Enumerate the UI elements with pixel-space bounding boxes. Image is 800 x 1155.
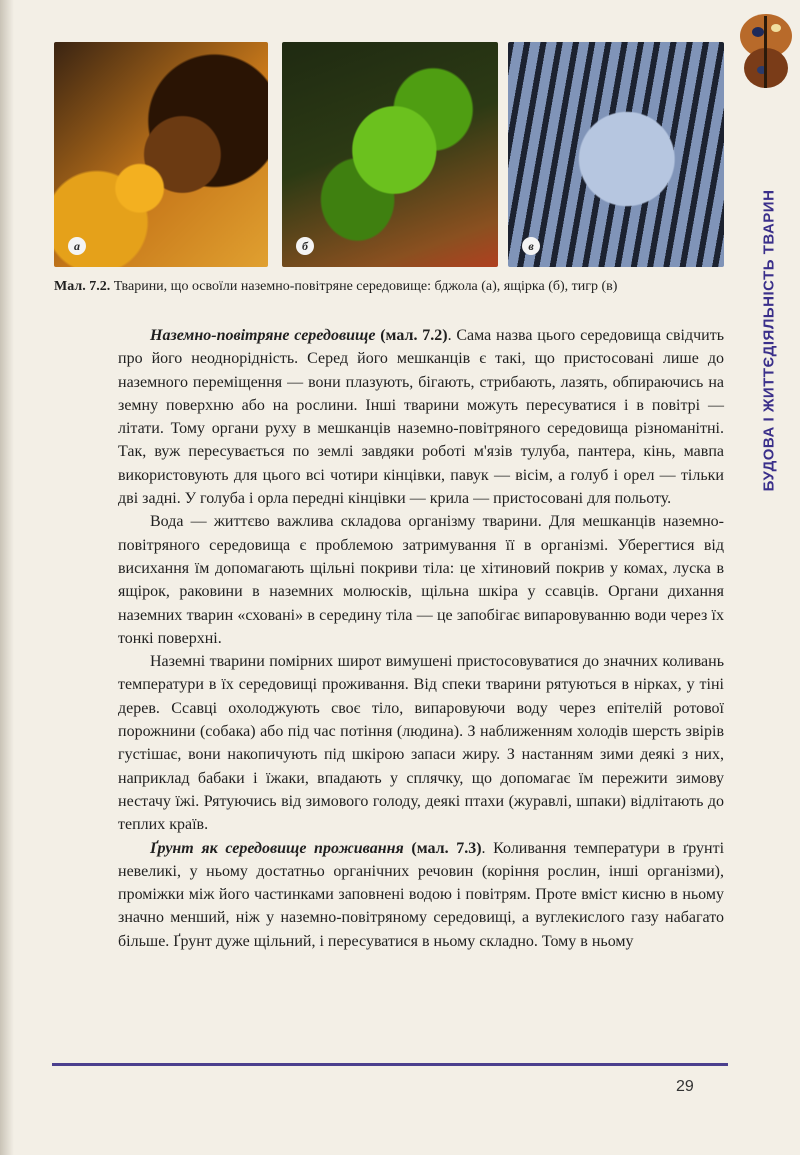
figure-ref-7-2: (мал. 7.2) bbox=[380, 327, 448, 344]
section-heading-soil: Ґрунт як середовище проживання bbox=[150, 839, 404, 857]
chapter-side-title-text: БУДОВА І ЖИТТЄДІЯЛЬНІСТЬ ТВАРИН bbox=[760, 189, 778, 491]
page-gutter-shadow bbox=[0, 0, 14, 1155]
figure-ref-7-3: (мал. 7.3) bbox=[411, 839, 482, 857]
photo-label-c: в bbox=[522, 237, 540, 255]
photo-lizard bbox=[282, 42, 498, 267]
body-text bbox=[118, 324, 724, 953]
paragraph-4-text: . Коливання температури в ґрунті невеликі, у ньому достатньо органічних речовин (коріння рослин, інші організми), проміжки між його частинками заповнені водою і повітрям. Проте вміст кисню в ньому значно менший, ніж у наземно-повітряному середовищі, а вуглекислого газу набагато більше. Ґрунт дуже щільний, і пересуватися в ньому складно. Тому в ньому bbox=[118, 839, 725, 950]
paragraph-1 bbox=[118, 324, 724, 510]
photo-bee bbox=[54, 42, 268, 267]
photo-label-a: а bbox=[68, 237, 86, 255]
paragraph-2: Вода — життєво важлива складова організму тварини. Для мешканців наземно-повітряного середовища є проблемою затримування її в організмі. Уберегтися від висихання їм допомагають щільні покриви тіла: це хітиновий покрив у комах, луска в ящірок, раковини в наземних молюсків, щільна шкіра у ссавців. Органи дихання наземних тварин «сховані» в середину тіла — це запобігає випаровуванню води через їх тонкі поверхні. bbox=[118, 513, 724, 647]
photo-tiger bbox=[508, 42, 724, 267]
paragraph-1-text: . Сама назва цього середовища свідчить про його неоднорідність. Серед його мешканців є такі, що пристосовані лише до наземного переміщення — вони плазують, бігають, стрибають, лазять, обпираючись на земну поверхню або на рослини. Інші тварини можуть пересуватися і в повітрі — літати. Тому органи руху в мешканців наземно-повітряного середовища різноманітні. Так, вуж пересувається по землі завдяки роботі м'язів тулуба, пантера, кінь, мавпа використовують для цього всі чотири кінцівки, павук — вісім, а голуб і орел — тільки дві задні. У голуба і орла передні кінцівки — крила — пристосовані для польоту. bbox=[118, 327, 725, 508]
butterfly-icon bbox=[736, 6, 794, 96]
chapter-side-title bbox=[756, 100, 782, 580]
caption-label: Мал. 7.2. bbox=[54, 279, 111, 294]
page-number: 29 bbox=[676, 1078, 694, 1095]
footer-rule bbox=[52, 1063, 728, 1066]
figure-caption bbox=[54, 276, 724, 298]
paragraph-4 bbox=[118, 837, 724, 953]
section-heading-terrestrial: Наземно-повітряне середовище bbox=[150, 327, 376, 344]
paragraph-3: Наземні тварини помірних широт вимушені пристосовуватися до значних коливань температури в їх середовищі проживання. Від спеки тварини рятуються в нірках, у тіні дерев. Ссавці охолоджують своє тіло, випаровуючи воду через епітелій ротової порожнини (собака) або під час потіння (людина). З наближенням холодів шерсть звірів густішає, вони накопичують під шкірою запаси жиру. З настанням зими деякі з них, наприклад бабаки і їжаки, впадають у сплячку, що допомагає їм пережити зимову нестачу їжі. Рятуючись від зимового голоду, деякі птахи (журавлі, шпаки) відлітають до теплих країв. bbox=[118, 653, 724, 834]
photo-label-b: б bbox=[296, 237, 314, 255]
caption-text: Тварини, що освоїли наземно-повітряне середовище: бджола (а), ящірка (б), тигр (в) bbox=[113, 279, 618, 294]
